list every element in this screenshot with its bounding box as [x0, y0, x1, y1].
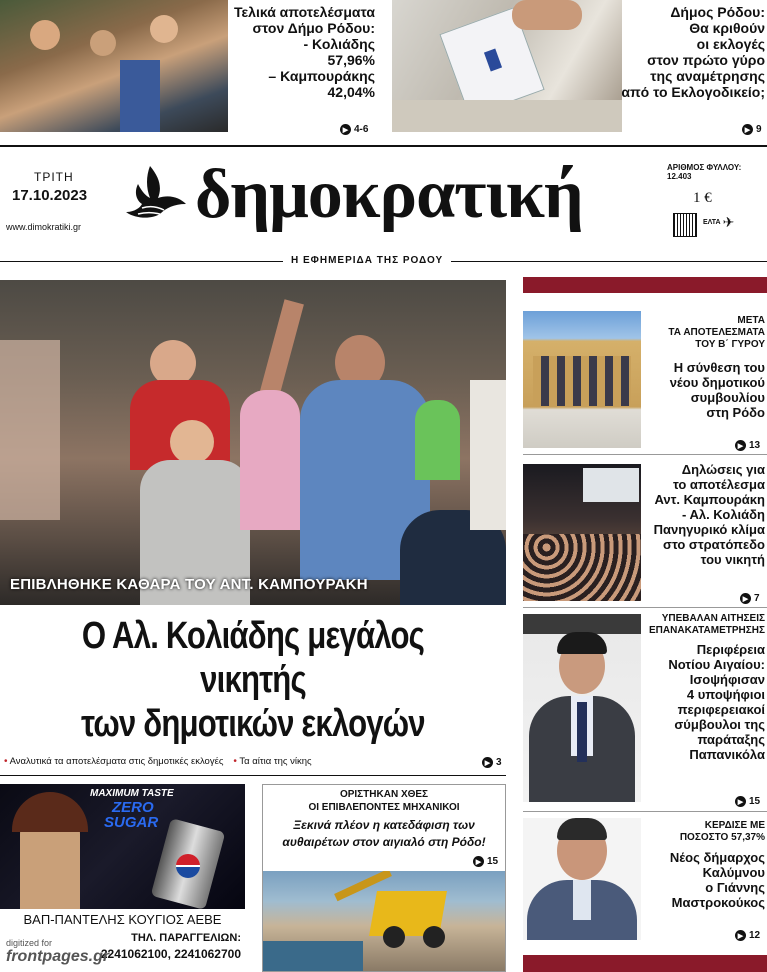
teaser-line: 57,96%	[327, 52, 375, 68]
price: 1 €	[693, 190, 712, 206]
arrow-icon: ▶	[742, 124, 753, 135]
teaser-line: οι εκλογές	[696, 36, 765, 52]
story-kicker: ΟΡΙΣΤΗΚΑΝ ΧΘΕΣ	[339, 789, 429, 800]
mayor-photo	[523, 818, 641, 940]
ad-line-3: SUGAR	[104, 814, 159, 831]
teaser-line: στον Δήμο Ρόδου:	[252, 20, 375, 36]
page-ref: ▶ 7	[740, 593, 760, 604]
ad-phones: 2241062100, 2241062700	[100, 947, 241, 961]
side-rule	[523, 811, 767, 812]
side-rule	[523, 454, 767, 455]
side-4-headline[interactable]: Νέος δήμαρχος Καλύμνου ο Γιάννης Μαστροκούκος	[669, 850, 765, 910]
teaser-line: της αναμέτρησης	[650, 68, 765, 84]
watermark-small: digitized for	[6, 938, 53, 948]
bullet-text[interactable]: Αναλυτικά τα αποτελέσματα στις δημοτικές εκλογές	[9, 756, 224, 767]
page-ref: ▶ 15	[473, 856, 498, 867]
arrow-icon: ▶	[340, 124, 351, 135]
councillor-photo	[523, 614, 641, 802]
side-3-kicker: ΥΠΕΒΑΛΑΝ ΑΙΤΗΣΕΙΣ ΕΠΑΝΑΚΑΤΑΜΕΤΡΗΣΗΣ	[649, 613, 765, 636]
watermark-big: frontpages.gr	[6, 948, 110, 965]
story-kicker: ΟΙ ΕΠΙΒΛΕΠΟΝΤΕΣ ΜΗΧΑΝΙΚΟΙ	[308, 802, 460, 813]
page-ref: ▶ 13	[735, 440, 760, 451]
photo-caption: ΕΠΙΒΛΗΘΗΚΕ ΚΑΘΑΡΑ ΤΟΥ ΑΝΤ. ΚΑΜΠΟΥΡΑΚΗ	[10, 576, 368, 593]
top-right-photo	[392, 0, 622, 132]
arrow-icon: ▶	[740, 593, 751, 604]
page-ref: ▶ 12	[735, 930, 760, 941]
masthead-website[interactable]: www.dimokratiki.gr	[6, 222, 82, 232]
side-rule	[523, 607, 767, 608]
side-2-headline[interactable]: Δηλώσεις για το αποτέλεσμα Αντ. Καμπουράκη - Αλ. Κολιάδη Πανηγυρικό κλίμα στο στρατόπεδο του νικητή	[653, 462, 765, 567]
headline-line: Ο Αλ. Κολιάδης μεγάλος νικητής	[81, 615, 425, 701]
right-column-bottom-bar	[523, 955, 767, 972]
ad-line-1: MAXIMUM TASTE	[90, 788, 174, 799]
ad-phone-label: ΤΗΛ. ΠΑΡΑΓΓΕΛΙΩΝ:	[131, 932, 241, 944]
main-photo[interactable]	[0, 280, 506, 605]
tagline: Η ΕΦΗΜΕΡΙΔΑ ΤΗΣ ΡΟΔΟΥ	[283, 255, 451, 266]
page-ref: ▶ 9	[742, 124, 762, 135]
elta-label: ΕΛΤΑ	[703, 219, 721, 226]
arrow-icon: ▶	[482, 757, 493, 768]
headline-line: των δημοτικών εκλογών	[81, 703, 425, 745]
bullet-icon: •	[4, 756, 8, 767]
masthead-date: 17.10.2023	[12, 187, 88, 204]
masthead-title[interactable]: δημοκρατική	[195, 156, 583, 233]
story-text: Ξεκινά πλέον η κατεδάφιση των	[293, 818, 475, 832]
teaser-line: 42,04%	[327, 84, 375, 100]
crowd-night-photo	[523, 464, 641, 601]
masthead-day: ΤΡΙΤΗ	[34, 170, 74, 184]
beach-story[interactable]	[262, 784, 506, 972]
story-text: αυθαιρέτων στον αιγιαλό στη Ρόδο!	[282, 835, 486, 849]
main-bullets	[4, 756, 312, 767]
teaser-line: στον πρώτο γύρο	[647, 52, 765, 68]
bullet-icon: •	[233, 756, 237, 767]
bullet-text[interactable]: Τα αίτια της νίκης	[239, 756, 312, 767]
side-1-headline[interactable]: Η σύνθεση του νέου δημοτικού συμβουλίου στη Ρόδο	[669, 360, 765, 420]
page-ref: ▶ 3	[482, 757, 502, 768]
teaser-line: από το Εκλογοδικείο;	[621, 84, 765, 100]
pepsi-logo-icon	[176, 854, 200, 878]
ad-line-2: ZERO	[112, 799, 154, 816]
arrow-icon: ▶	[735, 930, 746, 941]
ad-company: ΒΑΠ-ΠΑΝΤΕΛΗΣ ΚΟΥΓΙΟΣ ΑΕΒΕ	[23, 912, 222, 927]
arrow-icon: ▶	[735, 796, 746, 807]
town-hall-photo	[523, 311, 641, 448]
top-left-photo	[0, 0, 228, 132]
beach-photo	[263, 871, 505, 971]
page-ref: ▶ 15	[735, 796, 760, 807]
side-1-kicker: ΜΕΤΑ ΤΑ ΑΠΟΤΕΛΕΣΜΑΤΑ ΤΟΥ Β΄ ΓΥΡΟΥ	[668, 315, 765, 350]
teaser-line: – Καμπουράκης	[268, 68, 375, 84]
side-4-kicker: ΚΕΡΔΙΣΕ ΜΕ ΠΟΣΟΣΤΟ 57,37%	[679, 820, 765, 843]
main-headline[interactable]	[0, 614, 506, 746]
masthead-top-rule	[0, 145, 767, 147]
teaser-line: Δήμος Ρόδου:	[670, 4, 765, 20]
watermark	[6, 938, 109, 966]
top-left-teaser[interactable]	[232, 4, 375, 100]
elta-logo	[703, 214, 734, 231]
issue-number: ΑΡΙΘΜΟΣ ΦΥΛΛΟΥ: 12.403	[667, 163, 742, 181]
top-right-teaser[interactable]	[620, 4, 765, 100]
arrow-icon: ▶	[473, 856, 484, 867]
dove-logo-icon	[120, 158, 190, 228]
teaser-line: Θα κριθούν	[689, 20, 765, 36]
teaser-line: - Κολιάδης	[303, 36, 375, 52]
teaser-line: Τελικά αποτελέσματα	[234, 4, 375, 20]
bird-icon: ✈	[722, 214, 735, 230]
right-column-top-bar	[523, 277, 767, 293]
barcode-box	[673, 213, 697, 237]
arrow-icon: ▶	[735, 440, 746, 451]
page-ref: ▶ 4-6	[340, 124, 368, 135]
side-3-headline[interactable]: Περιφέρεια Νοτίου Αιγαίου: Ισοψήφισαν 4 υποψήφιοι περιφερειακοί σύμβουλοι της παράταξης Παπανικόλα	[668, 642, 765, 762]
section-rule	[0, 775, 506, 776]
